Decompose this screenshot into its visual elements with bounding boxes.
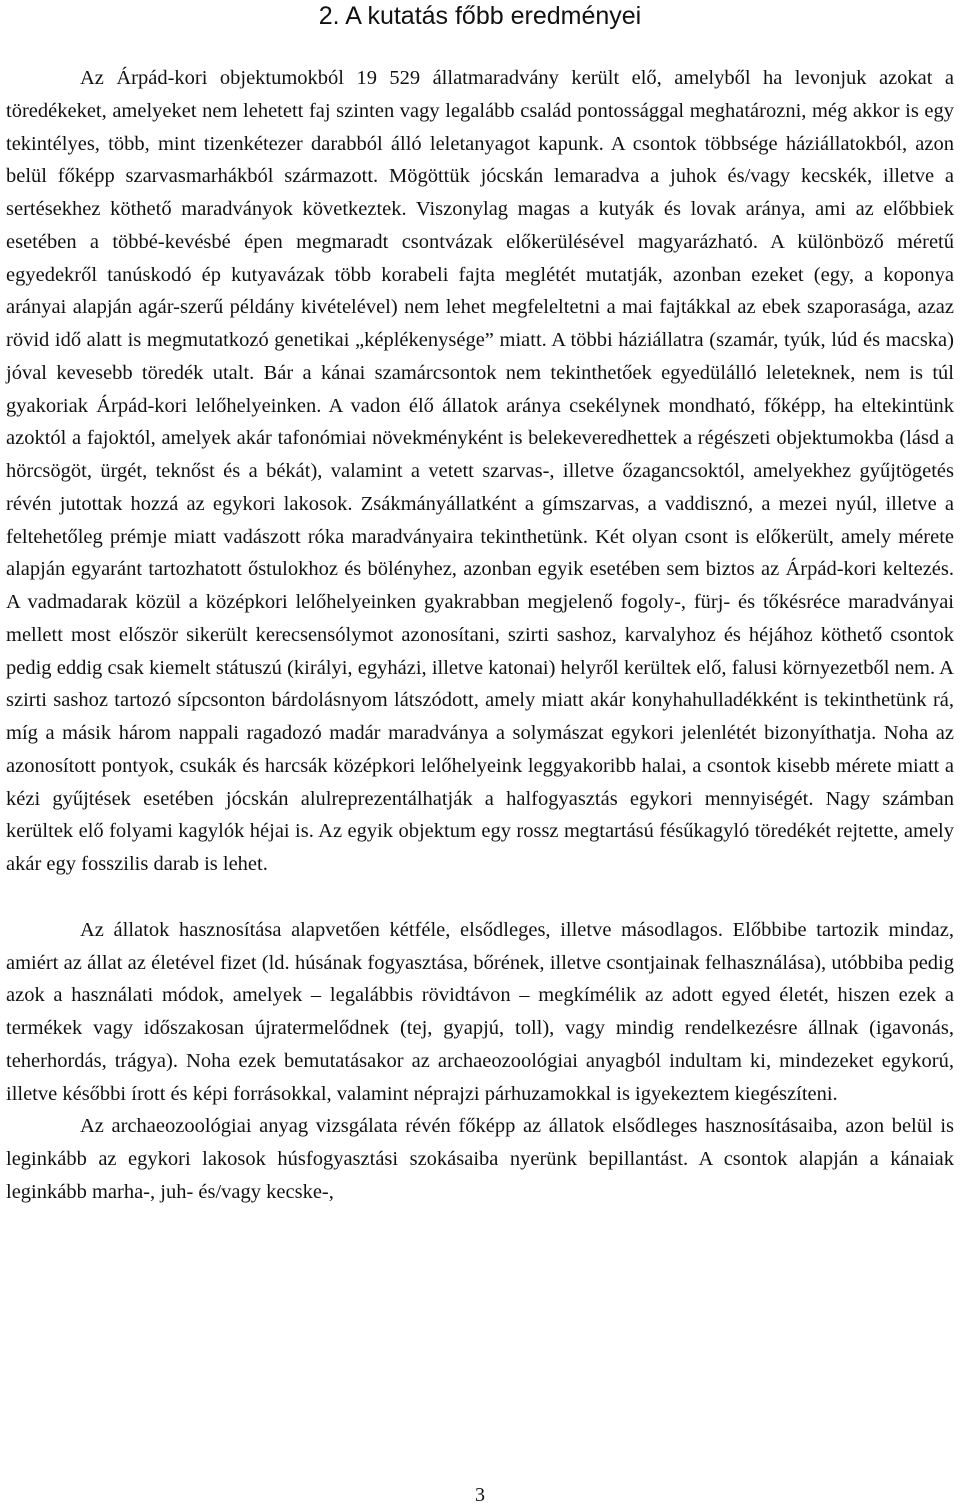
paragraph-meat-consumption: Az archaeozoológiai anyag vizsgálata révén főképp az állatok elsődleges hasznosításaiba, azon belül is leginkább az egykori lakosok húsfogyasztási szokásaiba nyerünk bepillantást. A csontok alapján a kánaiak leginkább marha-, juh- és/vagy kecske-, (6, 1115, 954, 1203)
paragraph-results-summary: Az Árpád-kori objektumokból 19 529 állatmaradvány került elő, amelyből ha levonjuk azokat a töredékeket, amelyeket nem lehetett faj szinten vagy legalább család pontossággal meghatározni, még akkor is egy tekintélyes, több, mint tizenkétezer darabból álló leletanyagot kapunk. A csontok többsége háziállatokból, azon belül főképp szarvasmarhákból származott. Mögöttük jócskán lemaradva a juhok és/vagy kecskék, illetve a sertésekhez köthető maradványok következtek. Viszonylag magas a kutyák és lovak aránya, ami az előbbiek esetében a többé-kevésbé épen megmaradt csontvázak előkerülésével magyarázható. A különböző méretű egyedekről tanúskodó ép kutyavázak több korabeli fajta meglétét mutatják, azonban ezeket (egy, a koponya arányai alapján agár-szerű példány kivételével) nem lehet megfeleltetni a mai fajtákkal az ebek szaporasága, azaz rövid idő alatt is megmutatkozó genetikai „képlékenysége” miatt. A többi háziállatra (szamár, tyúk, lúd és macska) jóval kevesebb töredék utalt. Bár a kánai szamárcsontok nem tekinthetőek egyedülálló leleteknek, nem is túl gyakoriak Árpád-kori lelőhelyeinken. A vadon élő állatok aránya csekélynek mondható, főképp, ha eltekintünk azoktól a fajoktól, amelyek akár tafonómiai növekményként is belekeveredhettek a régészeti objektumokba (lásd a hörcsögöt, ürgét, teknőst és a békát), valamint a vetett szarvas-, illetve őzagancsoktól, amelyekhez gyűjtögetés révén jutottak hozzá az egykori lakosok. Zsákmányállatként a gímszarvas, a vaddisznó, a mezei nyúl, illetve a feltehetőleg prémje miatt vadászott róka maradványaira tekinthetünk. Két olyan csont is előkerült, amely mérete alapján egyaránt tartozhatott őstulokhoz és bölényhez, azonban egyik esetében sem biztos az Árpád-kori keltezés. A vadmadarak közül a középkori lelőhelyeinken gyakrabban megjelenő fogoly-, fürj- és tőkésréce maradványai mellett most először sikerült kerecsensólymot azonosítani, szirti sashoz, karvalyhoz és héjához köthető csontok pedig eddig csak kiemelt státuszú (királyi, egyházi, illetve katonai) helyről kerültek elő, falusi környezetből nem. A szirti sashoz tartozó sípcsonton bárdolásnyom látszódott, amely miatt akár konyhahulladékként is tekinthetünk rá, míg a másik három nappali ragadozó madár maradványa a solymászat egykori jelenlétét bizonyíthatja. Noha az azonosított pontyok, csukák és harcsák középkori lelőhelyeink leggyakoribb halai, a csontok kisebb mérete miatt a kézi gyűjtések esetében jócskán alulreprezentálhatják a halfogyasztás egykori mennyiségét. Nagy számban kerültek elő folyami kagylók héjai is. Az egyik objektum egy rossz megtartású fésűkagyló töredékét rejtette, amely akár egy fosszilis darab is lehet. (6, 67, 954, 875)
paragraph-gap (6, 881, 954, 914)
paragraph-animal-utilization: Az állatok hasznosítása alapvetően kétféle, elsődleges, illetve másodlagos. Előbbibe tartozik mindaz, amiért az állat az életével fizet (ld. húsának fogyasztása, bőrének, illetve csontjainak felhasználása), utóbbiba pedig azok a használati módok, amelyek – legalábbis rövidtávon – megkímélik az adott egyed életét, hiszen ezek a termékek vagy időszakosan újratermelődnek (tej, gyapjú, toll), vagy mindig rendelkezésre állnak (igavonás, teherhordás, trágya). Noha ezek bemutatásakor az archaeozoológiai anyagból indultam ki, mindezeket egykorú, illetve későbbi írott és képi forrásokkal, valamint néprajzi párhuzamokkal is igyekeztem kiegészíteni. (6, 918, 954, 1105)
body-text (6, 62, 954, 1209)
page-number: 3 (475, 1484, 485, 1506)
section-heading: 2. A kutatás főbb eredményei (318, 2, 642, 30)
